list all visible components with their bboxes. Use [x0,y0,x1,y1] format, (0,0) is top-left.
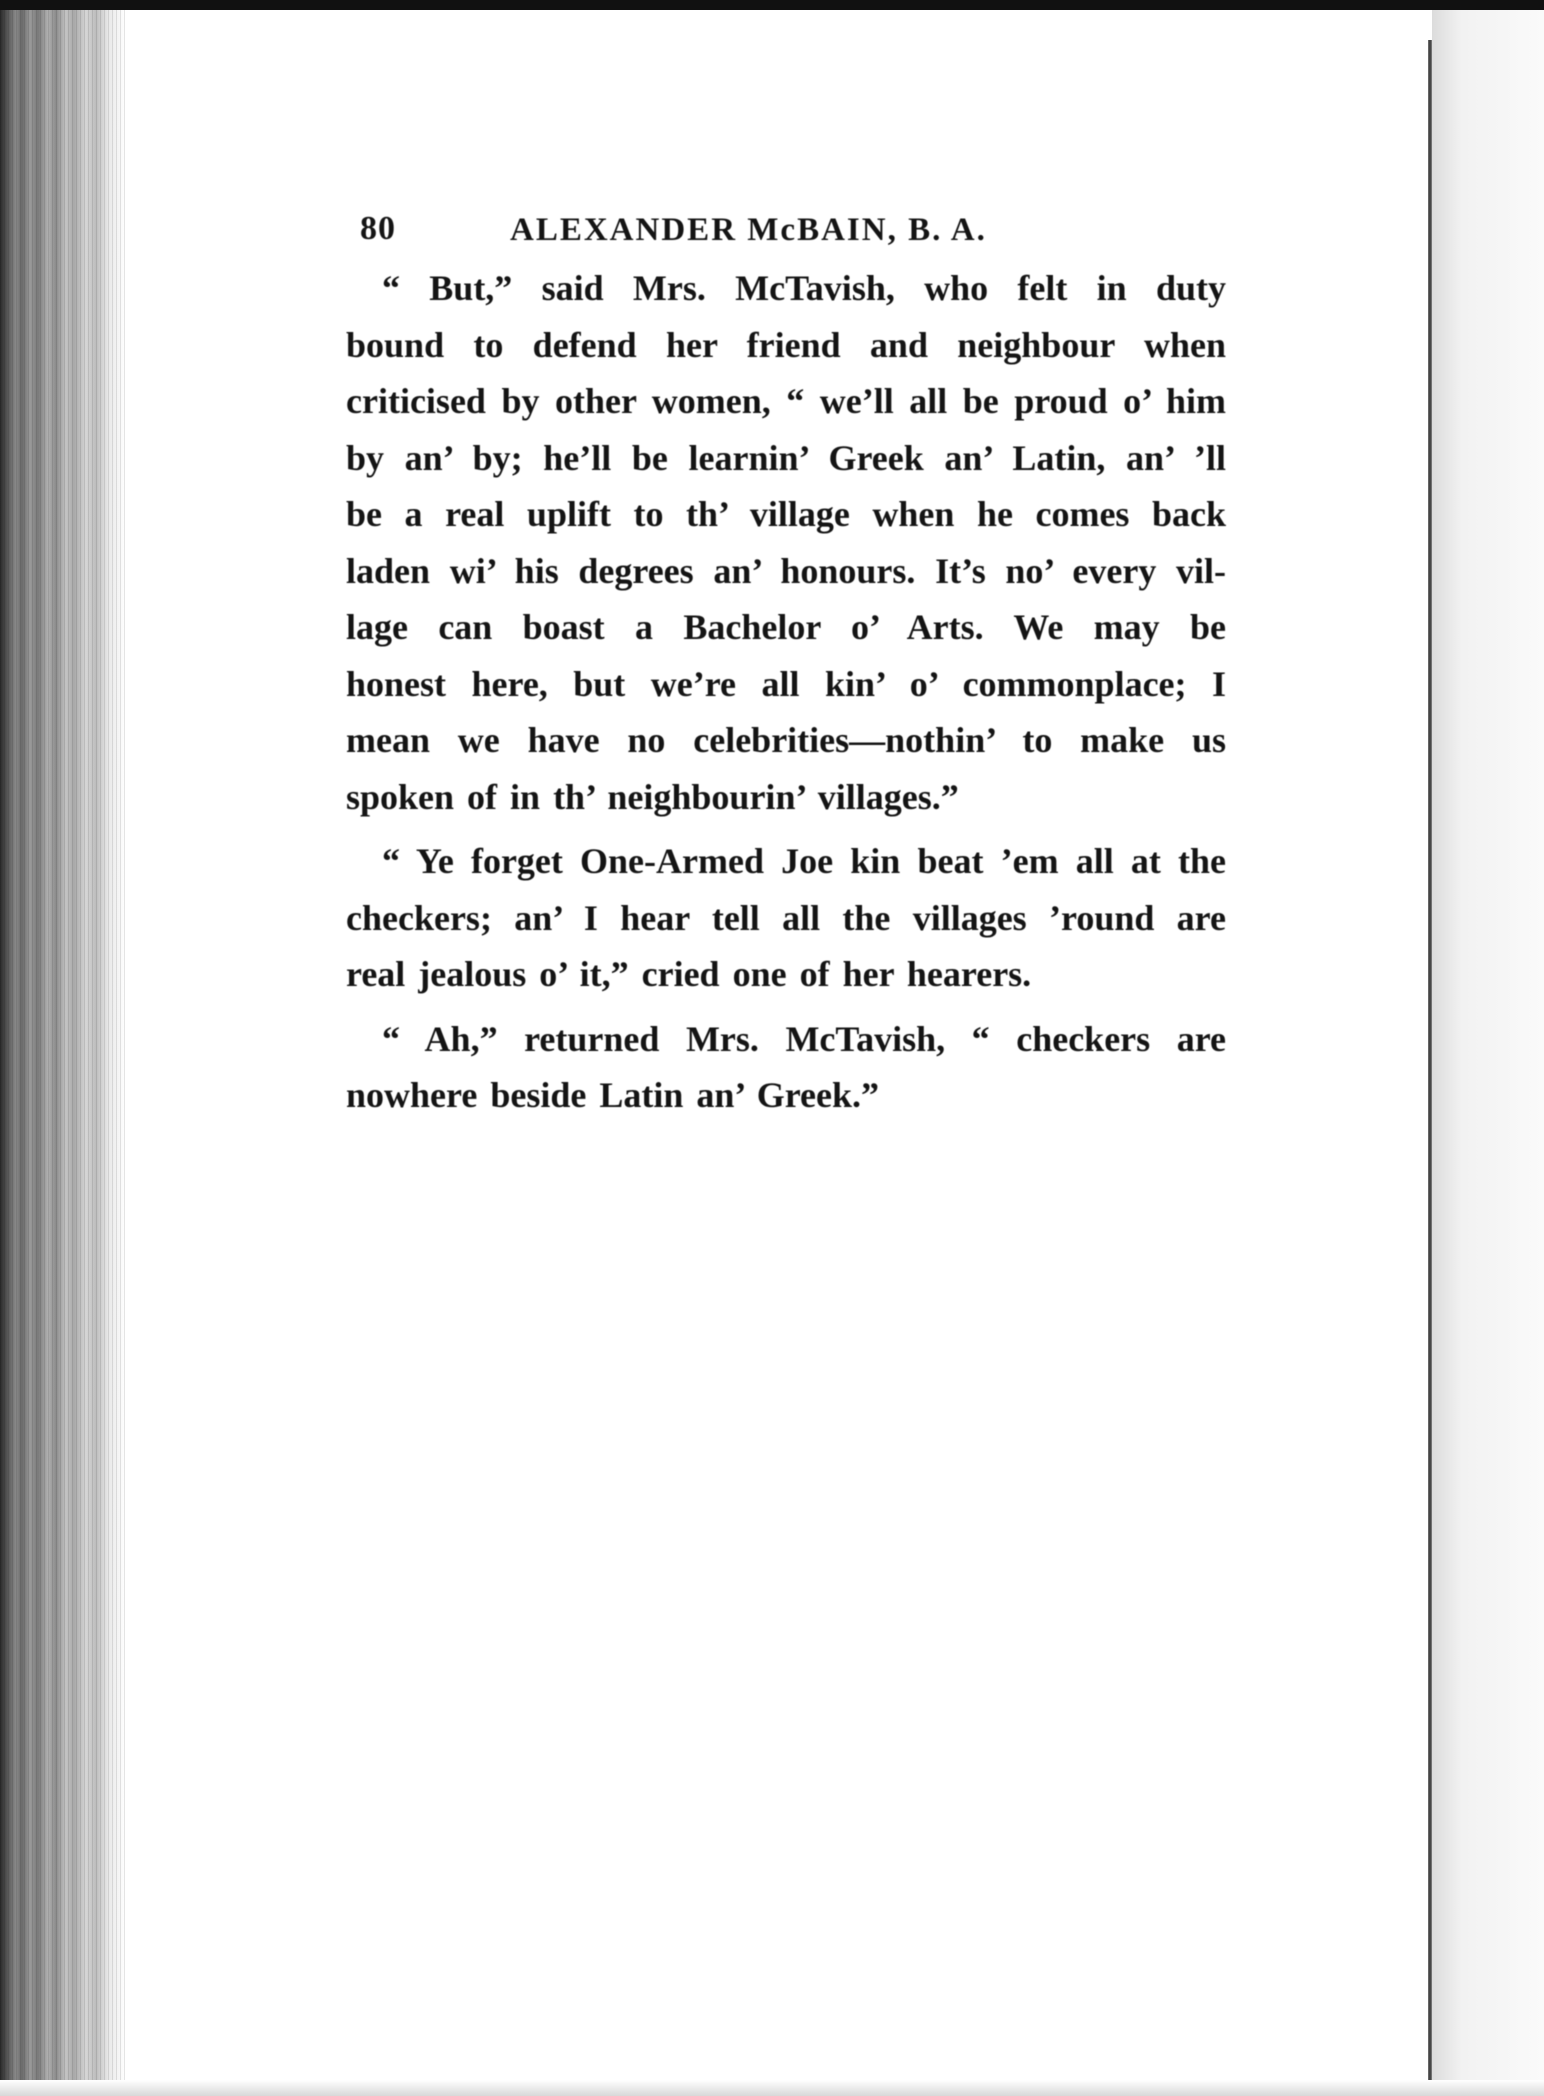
page-body [346,200,1226,1124]
book-page-edges [0,10,125,2096]
facing-page-sliver [1432,10,1544,2096]
running-title: ALEXANDER McBAIN, B. A. [510,212,987,248]
text-line: “ Ah,” returned Mrs. McTavish, “ checkers are [382,1018,1226,1059]
scan-top-border [0,0,1544,10]
paragraph-1 [346,260,1226,825]
paragraph-2 [346,833,1226,1003]
text-line: mean we have no celebrities—nothin’ to make us [346,720,1226,760]
text-line: laden wi’ his degrees an’ honours. It’s no’ every vil- [346,550,1226,591]
text-line: “ Ye forget One-Armed Joe kin beat ’em all at the [382,841,1226,881]
text-line: checkers; an’ I hear tell all the villages ’round are [346,897,1226,938]
text-line: criticised by other women, “ we’ll all be proud o’ him [346,381,1226,421]
text-line: spoken of in th’ neighbourin’ villages.” [346,776,959,817]
text-line: honest here, but we’re all kin’ o’ commonplace; I [346,663,1226,704]
page-gutter [1428,40,1432,2096]
text-line: by an’ by; he’ll be learnin’ Greek an’ Latin, an’ ’ll [346,437,1226,478]
text-line: be a real uplift to th’ village when he comes back [346,494,1226,534]
text-line: nowhere beside Latin an’ Greek.” [346,1075,880,1115]
text-line: bound to defend her friend and neighbour when [346,324,1226,365]
scan-bottom-border [0,2080,1544,2096]
text-line: lage can boast a Bachelor o’ Arts. We may be [346,607,1226,647]
text-line: “ But,” said Mrs. McTavish, who felt in duty [382,268,1226,308]
page-number: 80 [360,210,396,247]
text-line: real jealous o’ it,” cried one of her hearers. [346,954,1032,994]
paragraph-3 [346,1011,1226,1124]
running-head [346,200,1226,260]
